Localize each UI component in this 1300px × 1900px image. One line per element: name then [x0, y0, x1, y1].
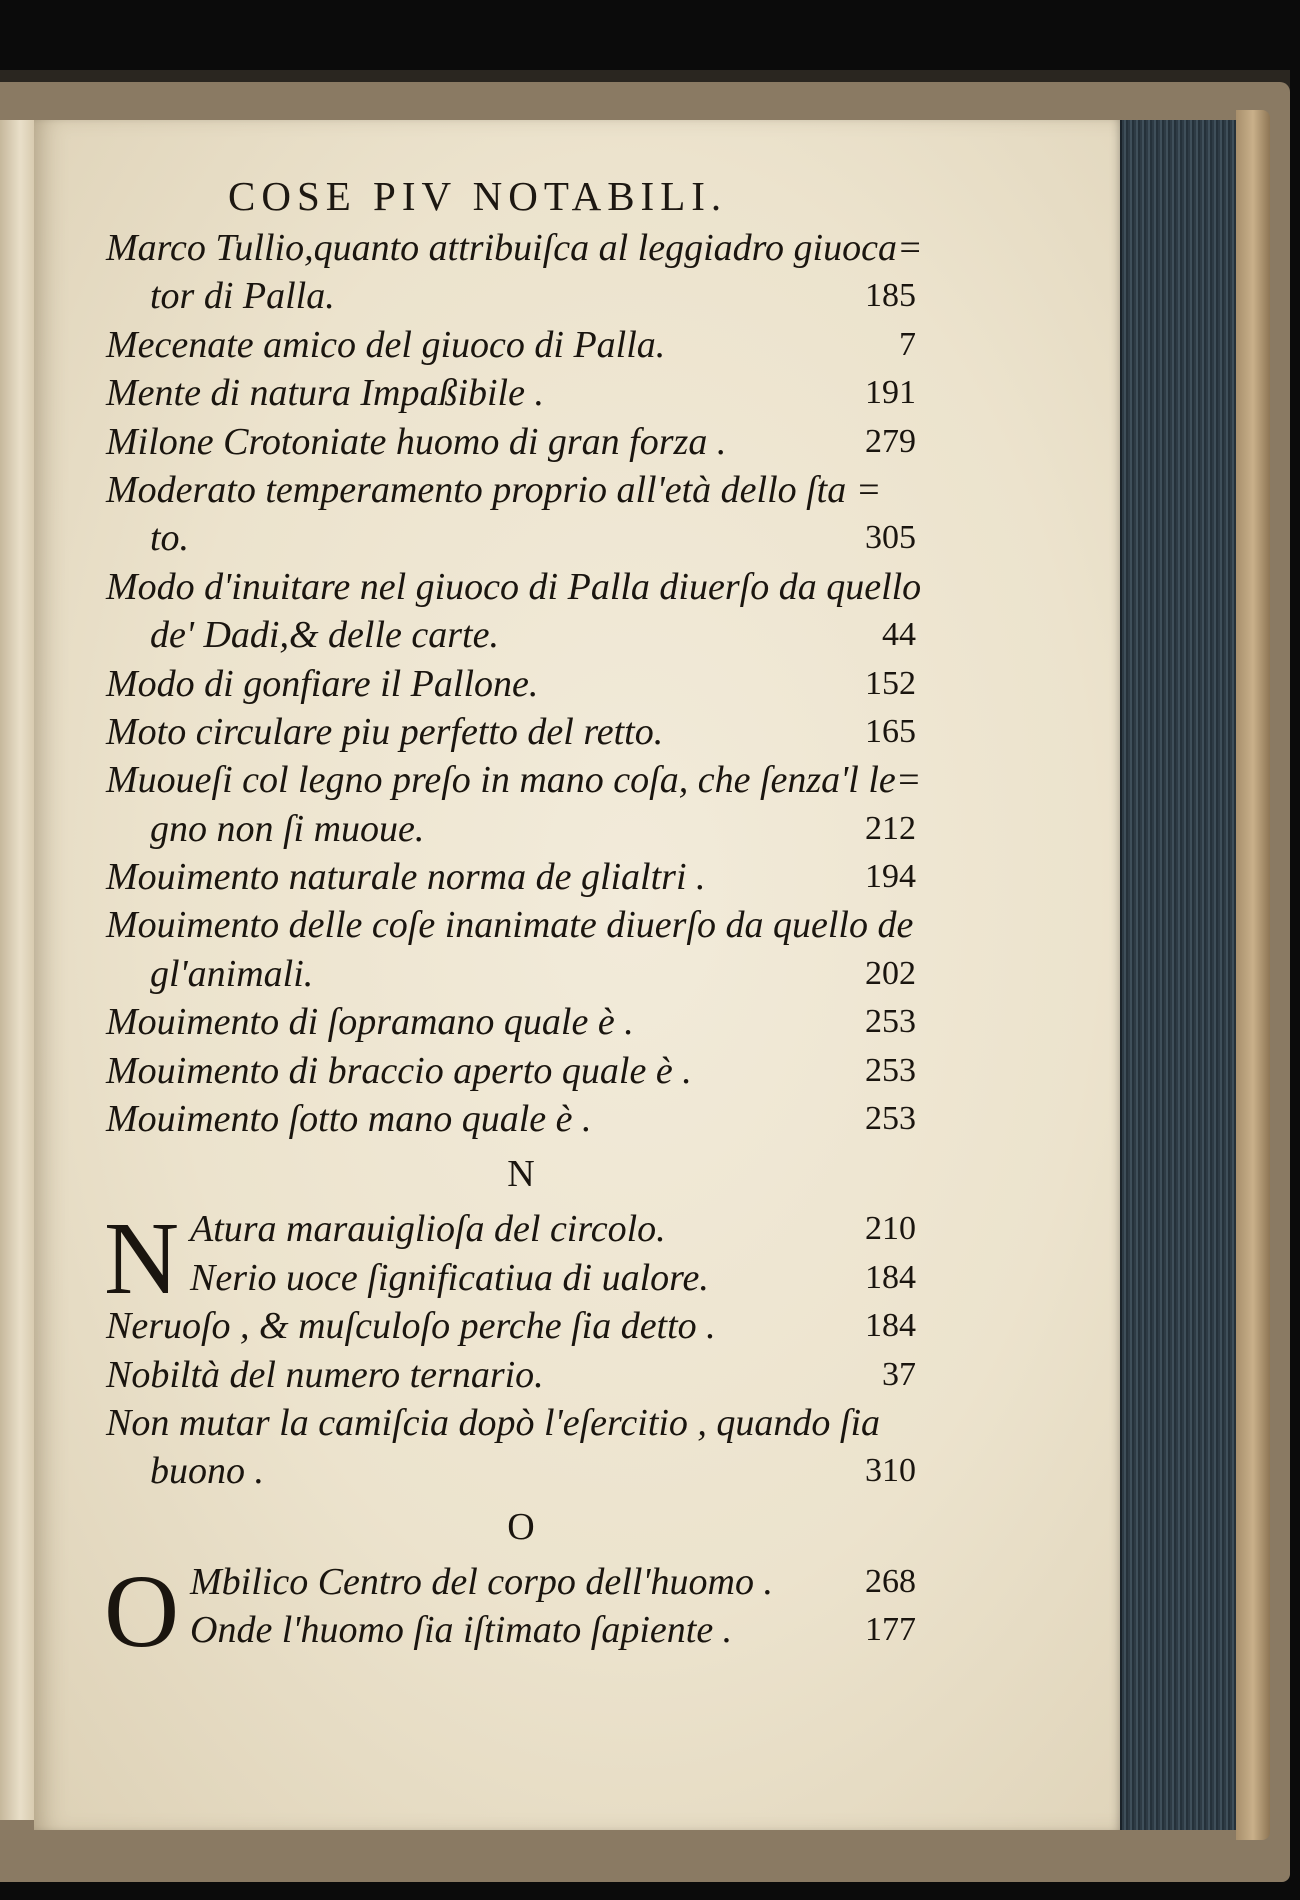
page-number: 177: [865, 1611, 916, 1649]
index-entry: [106, 901, 916, 998]
index-entry-text: to.: [150, 517, 190, 560]
index-entry-line: [106, 660, 916, 708]
index-entry-text: Moto circulare piu perfetto del retto.: [106, 710, 664, 753]
index-entry-line: [106, 563, 922, 611]
index-entry: [106, 1558, 916, 1606]
page-number: 44: [882, 616, 916, 654]
page-number: 194: [865, 858, 916, 896]
page-number: 165: [865, 712, 916, 750]
page-number: 253: [865, 1003, 916, 1041]
section-letter-heading: O: [507, 1505, 535, 1548]
section-letter-heading: N: [507, 1153, 535, 1196]
index-entry-line: [106, 514, 916, 562]
index-entry-text: Mouimento ſotto mano quale è .: [106, 1098, 592, 1141]
index-entry-text: Nobiltà del numero ternario.: [106, 1353, 544, 1396]
index-entry-text: Mente di natura Impaßibile .: [106, 372, 544, 415]
index-entry: [106, 1351, 916, 1399]
index-entry-text: Non mutar la camiſcia dopò l'eſercitio , quando ſia: [106, 1401, 881, 1444]
page-number: 152: [865, 664, 916, 702]
page-number: 279: [865, 422, 916, 460]
running-head: COSE PIV NOTABILI.: [228, 173, 728, 219]
drop-cap-block: [104, 1201, 916, 1317]
index-entry-text: Mouimento di braccio aperto quale è .: [106, 1049, 692, 1092]
page-number: 305: [865, 519, 916, 557]
index-entry-line: [106, 901, 916, 949]
page-number: 7: [899, 325, 916, 363]
page-block-fore-edge: [1120, 120, 1242, 1830]
page-number: 310: [865, 1452, 916, 1490]
index-entry-line: [106, 321, 916, 369]
index-entry-text: Neruoſo , & muſculoſo perche ſia detto .: [106, 1305, 716, 1348]
drop-cap-block: [104, 1553, 916, 1669]
page-number: 184: [865, 1258, 916, 1296]
index-entry: [106, 466, 916, 563]
index-entry-line: [106, 1254, 916, 1302]
index-entry-line: [106, 1606, 916, 1654]
index-entry: [106, 369, 916, 417]
index-entry-text: Milone Crotoniate huomo di gran forza .: [106, 420, 727, 463]
index-entry-line: [106, 950, 916, 998]
index-entry-text: Mecenate amico del giuoco di Palla.: [106, 323, 666, 366]
index-entry: [106, 708, 916, 756]
index-entry: [106, 224, 923, 321]
index-entry-line: [106, 224, 923, 272]
index-entry-text: gno non ſi muoue.: [150, 807, 425, 850]
index-entry-line: [106, 708, 916, 756]
index-entry: [106, 1254, 916, 1302]
index-entry-line: [106, 1399, 916, 1447]
index-entry-text: Nerio uoce ſignificatiua di ualore.: [190, 1256, 709, 1299]
index-entry-line: [106, 369, 916, 417]
index-entry-line: [106, 1558, 916, 1606]
index-entry-text: Modo d'inuitare nel giuoco di Palla diuerſo da quello: [106, 565, 922, 608]
index-entry: [106, 1606, 916, 1654]
index-entry: [106, 1095, 916, 1143]
index-entry-line: [106, 1095, 916, 1143]
index-entry: [106, 418, 916, 466]
index-entry: [106, 1205, 916, 1253]
index-entry-line: [106, 1047, 916, 1095]
page-number: 253: [865, 1051, 916, 1089]
index-entry-text: Moderato temperamento proprio all'età dello ſta =: [106, 468, 882, 511]
index-entry-line: [106, 1351, 916, 1399]
index-entry-text: Mbilico Centro del corpo dell'huomo .: [190, 1560, 773, 1603]
index-entry-line: [106, 1302, 916, 1350]
page-number: 185: [865, 277, 916, 315]
page-number: 268: [865, 1562, 916, 1600]
cover-board-edge: [1236, 110, 1270, 1840]
index-entry: [106, 1047, 916, 1095]
page-number: 37: [882, 1355, 916, 1393]
index-entry-line: [106, 1205, 916, 1253]
index-column: [104, 224, 923, 1669]
page-number: 253: [865, 1100, 916, 1138]
page-number: 210: [865, 1210, 916, 1248]
index-entry-line: [106, 272, 916, 320]
page-number: 184: [865, 1307, 916, 1345]
index-entry-text: Mouimento delle coſe inanimate diuerſo da quello de: [106, 904, 914, 947]
page-number: 212: [865, 809, 916, 847]
index-entry-text: tor di Palla.: [150, 275, 335, 318]
index-entry-text: Mouimento di ſopramano quale è .: [106, 1001, 634, 1044]
index-entry-text: Marco Tullio,quanto attribuiſca al leggiadro giuoca=: [106, 227, 923, 269]
index-entry-line: [106, 1447, 916, 1495]
index-entry-text: Modo di gonfiare il Pallone.: [106, 662, 539, 705]
index-entry: [106, 1399, 916, 1496]
drop-cap: N: [104, 1201, 180, 1317]
index-entry-text: Mouimento naturale norma de glialtri .: [106, 856, 706, 899]
page-number: 191: [865, 374, 916, 412]
index-entry-text: buono .: [150, 1450, 264, 1493]
index-entry-line: [106, 418, 916, 466]
index-entry-line: [106, 998, 916, 1046]
index-entry: [106, 563, 922, 660]
index-entry-text: Muoueſi col legno preſo in mano coſa, che ſenza'l le=: [106, 759, 922, 802]
index-entry-text: Onde l'huomo ſia iſtimato ſapiente .: [190, 1609, 733, 1652]
index-entry-line: [106, 853, 916, 901]
index-entry-line: [106, 756, 922, 804]
index-entry: [106, 756, 922, 853]
facing-page-edge: [0, 120, 35, 1820]
index-entry: [106, 321, 916, 369]
drop-cap: O: [104, 1553, 180, 1669]
index-entry-text: Atura marauiglioſa del circolo.: [190, 1208, 666, 1251]
index-entry-line: [106, 611, 916, 659]
index-entry-text: gl'animali.: [150, 952, 314, 995]
index-entry-text: de' Dadi,& delle carte.: [150, 614, 499, 657]
index-entry-line: [106, 805, 916, 853]
index-entry: [106, 1302, 916, 1350]
index-entry-line: [106, 466, 916, 514]
index-entry: [106, 853, 916, 901]
index-entry: [106, 660, 916, 708]
page-number: 202: [865, 954, 916, 992]
index-entry: [106, 998, 916, 1046]
